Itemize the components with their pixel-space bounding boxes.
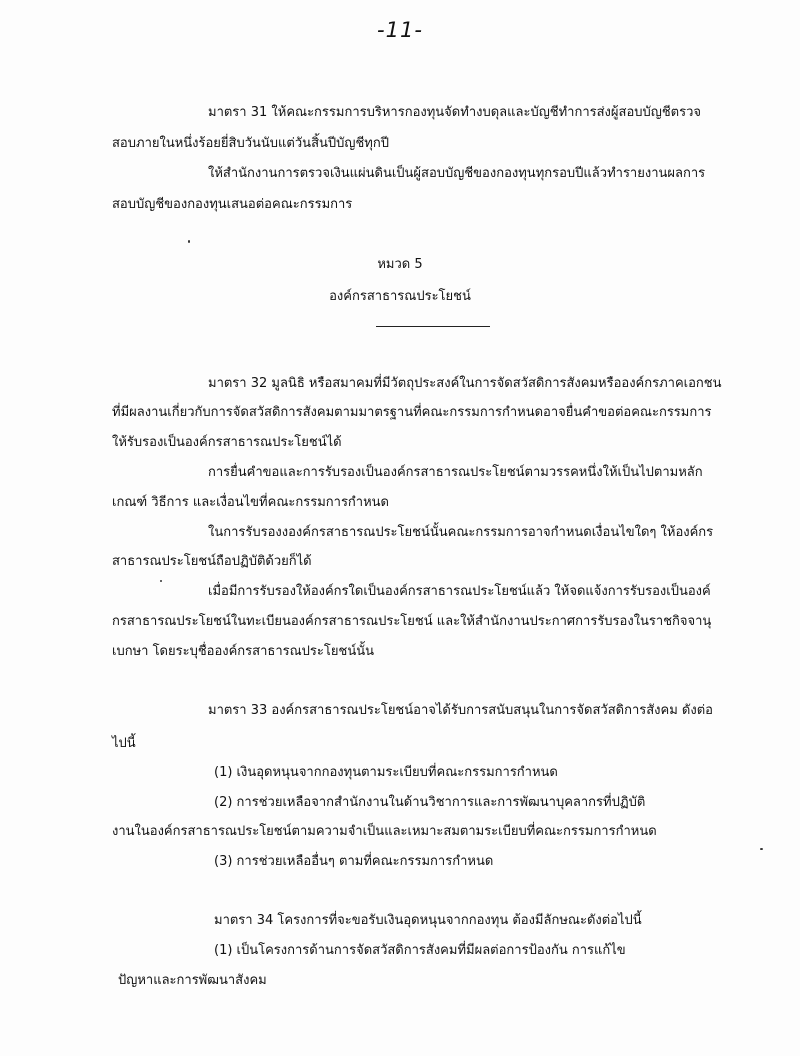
section-32-line-8: เมื่อมีการรับรองให้องค์กรใดเป็นองค์กรสาธารณประโยชน์แล้ว ให้จดแจ้งการรับรองเป็นองค์: [208, 584, 711, 599]
section-34-line-1: มาตรา 34 โครงการที่จะขอรับเงินอุดหนุนจากกองทุน ต้องมีลักษณะดังต่อไปนี้: [214, 913, 642, 928]
section-33-item-2: (2) การช่วยเหลือจากสำนักงานในด้านวิชาการและการพัฒนาบุคลากรที่ปฏิบัติ: [214, 795, 646, 810]
section-32-line-7: สาธารณประโยชน์ถือปฏิบัติด้วยก็ได้: [112, 554, 312, 569]
section-32-line-1: มาตรา 32 มูลนิธิ หรือสมาคมที่มีวัตถุประสงค์ในการจัดสวัสดิการสังคมหรือองค์กรภาคเอกชน: [208, 376, 722, 391]
section-32-line-10: เบกษา โดยระบุชื่อองค์กรสาธารณประโยชน์นั้น: [112, 644, 374, 659]
section-33-line-2: ไปนี้: [112, 736, 136, 751]
section-33-item-1: (1) เงินอุดหนุนจากกองทุนตามระเบียบที่คณะกรรมการกำหนด: [214, 765, 558, 780]
section-32-line-4: การยื่นคำขอและการรับรองเป็นองค์กรสาธารณประโยชน์ตามวรรคหนึ่งให้เป็นไปตามหลัก: [208, 465, 703, 480]
section-31-line-4: สอบบัญชีของกองทุนเสนอต่อคณะกรรมการ: [112, 197, 353, 212]
page-number: -11-: [377, 18, 423, 42]
section-33-item-3: (3) การช่วยเหลืออื่นๆ ตามที่คณะกรรมการกำหนด: [214, 854, 494, 869]
section-32-line-3: ให้รับรองเป็นองค์กรสาธารณประโยชน์ได้: [112, 435, 342, 450]
scan-speck: [760, 848, 763, 850]
chapter-title: องค์กรสาธารณประโยชน์: [329, 289, 471, 304]
scan-speck: [188, 240, 190, 243]
scan-speck: [160, 580, 162, 582]
section-31-line-2: สอบภายในหนึ่งร้อยยี่สิบวันนับแต่วันสิ้นปีบัญชีทุกปี: [112, 136, 389, 151]
section-32-line-9: กรสาธารณประโยชน์ในทะเบียนองค์กรสาธารณประโยชน์ และให้สำนักงานประกาศการรับรองในราชกิจจานุ: [112, 614, 712, 629]
chapter-divider: [376, 326, 490, 327]
section-32-line-5: เกณฑ์ วิธีการ และเงื่อนไขที่คณะกรรมการกำหนด: [112, 495, 389, 510]
section-33-line-1: มาตรา 33 องค์กรสาธารณประโยชน์อาจได้รับการสนับสนุนในการจัดสวัสดิการสังคม ดังต่อ: [208, 703, 713, 718]
section-32-line-6: ในการรับรองงองค์กรสาธารณประโยชน์นั้นคณะกรรมการอาจกำหนดเงื่อนไขใดๆ ให้องค์กร: [208, 525, 714, 540]
section-34-item-1: (1) เป็นโครงการด้านการจัดสวัสดิการสังคมที่มีผลต่อการป้องกัน การแก้ไข: [214, 943, 626, 958]
section-34-item-1-cont: ปัญหาและการพัฒนาสังคม: [118, 973, 267, 988]
section-31-line-1: มาตรา 31 ให้คณะกรรมการบริหารกองทุนจัดทำงบดุลและบัญชีทำการส่งผู้สอบบัญชีตรวจ: [208, 105, 702, 120]
section-33-item-2-cont: งานในองค์กรสาธารณประโยชน์ตามความจำเป็นและเหมาะสมตามระเบียบที่คณะกรรมการกำหนด: [112, 824, 657, 839]
section-32-line-2: ที่มีผลงานเกี่ยวกับการจัดสวัสดิการสังคมตามมาตรฐานที่คณะกรรมการกำหนดอาจยื่นคำขอต่อคณะกรรมการ: [112, 405, 712, 420]
section-31-line-3: ให้สำนักงานการตรวจเงินแผ่นดินเป็นผู้สอบบัญชีของกองทุนทุกรอบปีแล้วทำรายงานผลการ: [208, 166, 706, 181]
chapter-number: หมวด 5: [377, 257, 423, 272]
